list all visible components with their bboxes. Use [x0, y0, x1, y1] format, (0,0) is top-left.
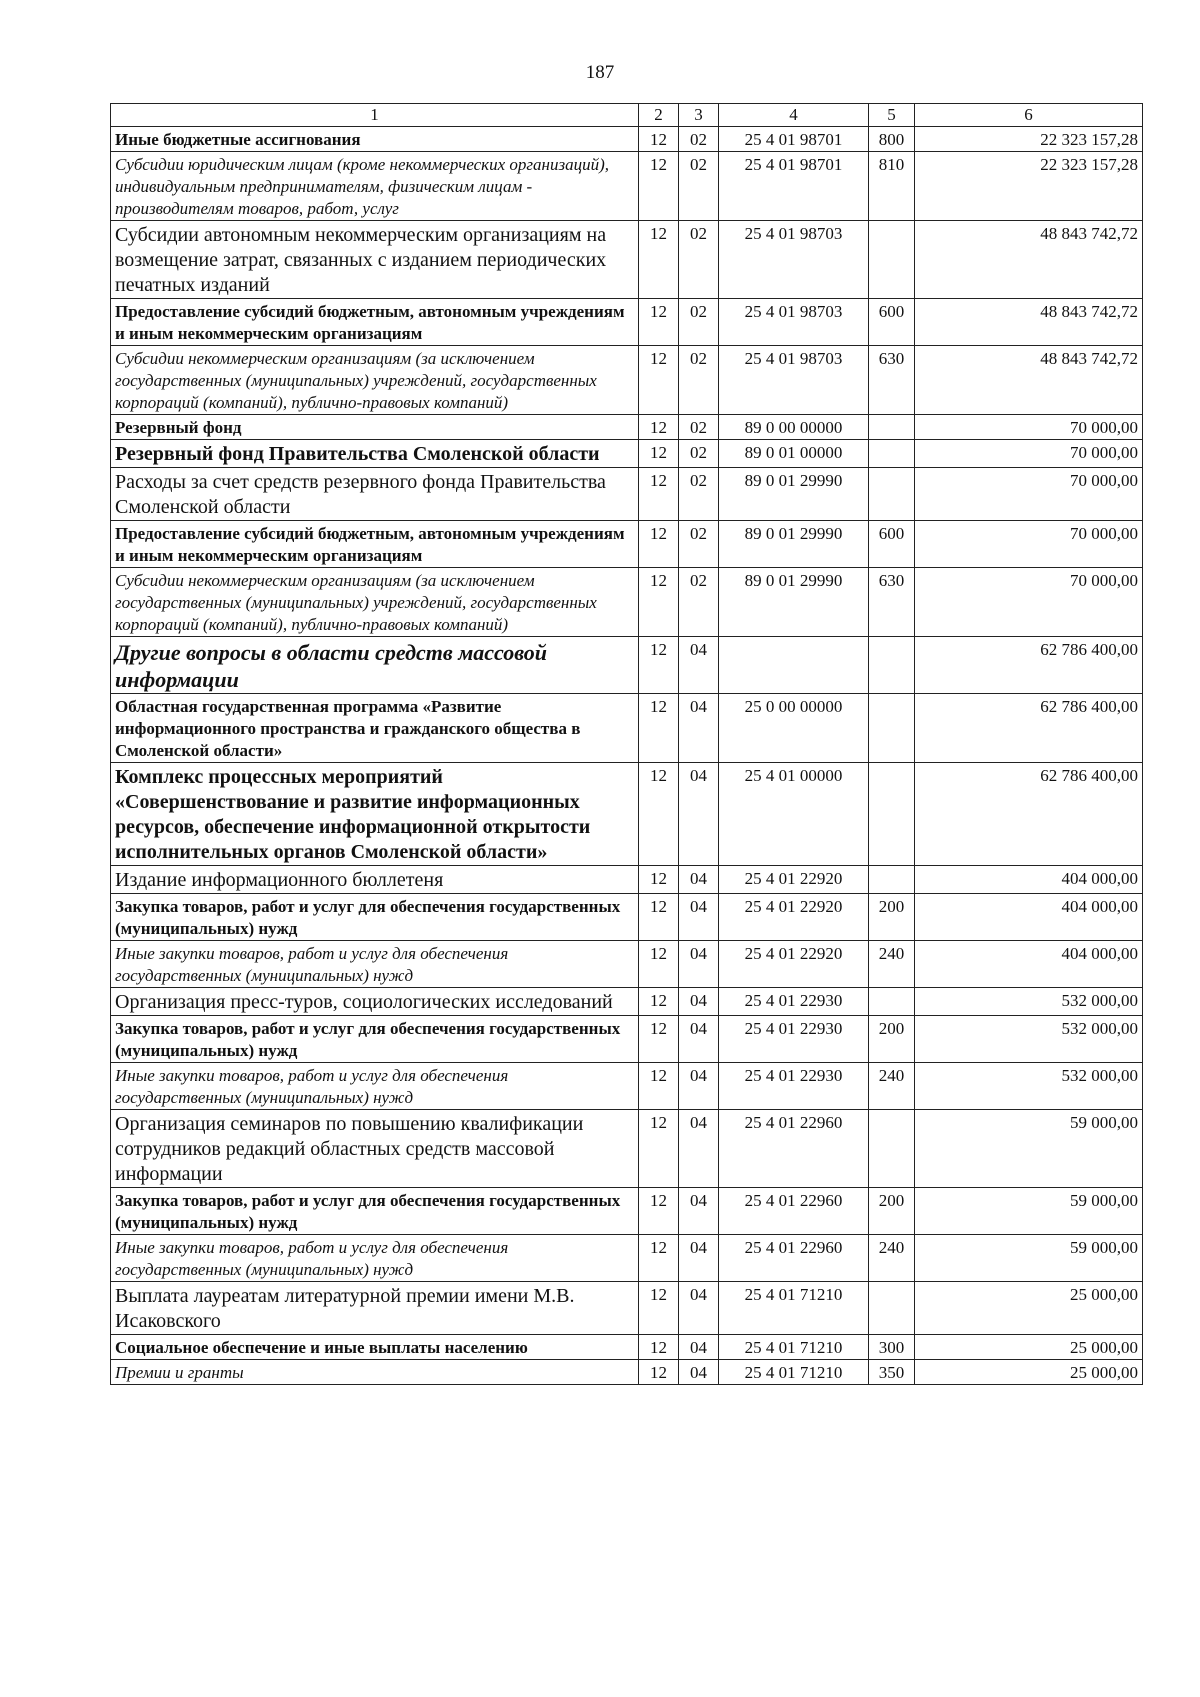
row-subsection: 04	[679, 1063, 719, 1110]
row-name: Социальное обеспечение и иные выплаты населению	[111, 1335, 639, 1360]
row-subsection: 04	[679, 988, 719, 1016]
row-name: Издание информационного бюллетеня	[111, 866, 639, 894]
header-col-3: 3	[679, 104, 719, 127]
row-target-code: 25 4 01 22930	[719, 1063, 869, 1110]
table-row	[111, 152, 1143, 221]
row-target-code: 89 0 01 00000	[719, 440, 869, 468]
table-row	[111, 221, 1143, 299]
row-expense-type	[869, 866, 915, 894]
table-row	[111, 1016, 1143, 1063]
row-amount: 62 786 400,00	[915, 637, 1143, 694]
row-amount: 70 000,00	[915, 521, 1143, 568]
row-amount: 404 000,00	[915, 894, 1143, 941]
row-expense-type: 350	[869, 1360, 915, 1385]
row-name: Областная государственная программа «Развитие информационного пространства и гражданского общества в Смоленской области»	[111, 694, 639, 763]
row-target-code: 25 4 01 00000	[719, 763, 869, 866]
row-name: Субсидии автономным некоммерческим организациям на возмещение затрат, связанных с изданием периодических печатных изданий	[111, 221, 639, 299]
row-target-code: 89 0 01 29990	[719, 468, 869, 521]
header-col-5: 5	[869, 104, 915, 127]
table-row	[111, 521, 1143, 568]
row-amount: 59 000,00	[915, 1110, 1143, 1188]
row-subsection: 04	[679, 1335, 719, 1360]
row-target-code: 25 4 01 71210	[719, 1335, 869, 1360]
row-subsection: 04	[679, 694, 719, 763]
table-row	[111, 1282, 1143, 1335]
table-row	[111, 1188, 1143, 1235]
row-target-code: 25 4 01 98703	[719, 221, 869, 299]
table-row	[111, 568, 1143, 637]
row-target-code: 25 4 01 22920	[719, 866, 869, 894]
row-section: 12	[639, 127, 679, 152]
row-name: Иные закупки товаров, работ и услуг для обеспечения государственных (муниципальных) нужд	[111, 1063, 639, 1110]
row-target-code: 25 4 01 98703	[719, 299, 869, 346]
row-expense-type: 240	[869, 941, 915, 988]
row-amount: 48 843 742,72	[915, 221, 1143, 299]
row-amount: 70 000,00	[915, 568, 1143, 637]
row-name: Комплекс процессных мероприятий «Совершенствование и развитие информационных ресурсов, обеспечение информационной открытости исполнительных органов Смоленской области»	[111, 763, 639, 866]
row-subsection: 04	[679, 1235, 719, 1282]
row-name: Предоставление субсидий бюджетным, автономным учреждениям и иным некоммерческим организациям	[111, 521, 639, 568]
row-expense-type	[869, 637, 915, 694]
table-row	[111, 440, 1143, 468]
row-name: Субсидии юридическим лицам (кроме некоммерческих организаций), индивидуальным предпринимателям, физическим лицам - производителям товаров, работ, услуг	[111, 152, 639, 221]
row-name: Субсидии некоммерческим организациям (за исключением государственных (муниципальных) учреждений, государственных корпораций (компаний), публично-правовых компаний)	[111, 346, 639, 415]
row-subsection: 04	[679, 1360, 719, 1385]
row-expense-type: 630	[869, 346, 915, 415]
header-col-6: 6	[915, 104, 1143, 127]
row-section: 12	[639, 440, 679, 468]
row-name: Субсидии некоммерческим организациям (за исключением государственных (муниципальных) учреждений, государственных корпораций (компаний), публично-правовых компаний)	[111, 568, 639, 637]
table-row	[111, 694, 1143, 763]
row-expense-type	[869, 1110, 915, 1188]
table-row	[111, 346, 1143, 415]
row-subsection: 02	[679, 127, 719, 152]
row-section: 12	[639, 1235, 679, 1282]
row-section: 12	[639, 894, 679, 941]
row-expense-type	[869, 468, 915, 521]
row-target-code: 25 4 01 98703	[719, 346, 869, 415]
row-subsection: 02	[679, 415, 719, 440]
row-target-code: 89 0 01 29990	[719, 521, 869, 568]
row-amount: 25 000,00	[915, 1335, 1143, 1360]
row-expense-type: 600	[869, 521, 915, 568]
row-expense-type: 800	[869, 127, 915, 152]
row-section: 12	[639, 941, 679, 988]
row-amount: 70 000,00	[915, 468, 1143, 521]
row-section: 12	[639, 521, 679, 568]
row-target-code: 89 0 01 29990	[719, 568, 869, 637]
row-section: 12	[639, 866, 679, 894]
row-amount: 70 000,00	[915, 440, 1143, 468]
row-section: 12	[639, 1188, 679, 1235]
budget-table	[110, 103, 1143, 1385]
row-section: 12	[639, 1063, 679, 1110]
budget-table-body	[111, 104, 1143, 1385]
row-amount: 532 000,00	[915, 988, 1143, 1016]
row-amount: 22 323 157,28	[915, 152, 1143, 221]
row-expense-type: 200	[869, 1188, 915, 1235]
row-name: Расходы за счет средств резервного фонда Правительства Смоленской области	[111, 468, 639, 521]
page-number: 187	[585, 62, 615, 83]
row-expense-type: 200	[869, 1016, 915, 1063]
row-amount: 62 786 400,00	[915, 694, 1143, 763]
header-col-1: 1	[111, 104, 639, 127]
row-subsection: 02	[679, 521, 719, 568]
table-row	[111, 637, 1143, 694]
row-name: Выплата лауреатам литературной премии имени М.В. Исаковского	[111, 1282, 639, 1335]
row-name: Закупка товаров, работ и услуг для обеспечения государственных (муниципальных) нужд	[111, 894, 639, 941]
row-section: 12	[639, 468, 679, 521]
row-section: 12	[639, 1360, 679, 1385]
row-target-code: 25 4 01 71210	[719, 1282, 869, 1335]
table-row	[111, 1360, 1143, 1385]
row-subsection: 04	[679, 894, 719, 941]
row-name: Премии и гранты	[111, 1360, 639, 1385]
row-target-code: 25 4 01 22930	[719, 988, 869, 1016]
row-section: 12	[639, 1335, 679, 1360]
row-expense-type	[869, 221, 915, 299]
row-name: Организация семинаров по повышению квалификации сотрудников редакций областных средств массовой информации	[111, 1110, 639, 1188]
row-section: 12	[639, 568, 679, 637]
table-row	[111, 415, 1143, 440]
row-name: Другие вопросы в области средств массовой информации	[111, 637, 639, 694]
row-subsection: 04	[679, 1188, 719, 1235]
row-amount: 404 000,00	[915, 866, 1143, 894]
table-row	[111, 299, 1143, 346]
header-row	[111, 104, 1143, 127]
row-name: Организация пресс-туров, социологических исследований	[111, 988, 639, 1016]
row-name: Резервный фонд Правительства Смоленской области	[111, 440, 639, 468]
table-row	[111, 1063, 1143, 1110]
row-section: 12	[639, 299, 679, 346]
row-amount: 22 323 157,28	[915, 127, 1143, 152]
row-name: Иные закупки товаров, работ и услуг для обеспечения государственных (муниципальных) нужд	[111, 941, 639, 988]
row-name: Закупка товаров, работ и услуг для обеспечения государственных (муниципальных) нужд	[111, 1016, 639, 1063]
row-section: 12	[639, 1016, 679, 1063]
row-amount: 59 000,00	[915, 1235, 1143, 1282]
row-subsection: 04	[679, 763, 719, 866]
row-subsection: 04	[679, 637, 719, 694]
row-target-code: 25 4 01 71210	[719, 1360, 869, 1385]
row-subsection: 02	[679, 568, 719, 637]
row-subsection: 02	[679, 152, 719, 221]
row-amount: 59 000,00	[915, 1188, 1143, 1235]
table-row	[111, 866, 1143, 894]
row-subsection: 02	[679, 221, 719, 299]
row-section: 12	[639, 1282, 679, 1335]
row-subsection: 04	[679, 1110, 719, 1188]
row-name: Закупка товаров, работ и услуг для обеспечения государственных (муниципальных) нужд	[111, 1188, 639, 1235]
row-expense-type	[869, 763, 915, 866]
row-name: Предоставление субсидий бюджетным, автономным учреждениям и иным некоммерческим организациям	[111, 299, 639, 346]
row-section: 12	[639, 763, 679, 866]
row-amount: 62 786 400,00	[915, 763, 1143, 866]
row-expense-type: 200	[869, 894, 915, 941]
row-target-code: 25 4 01 98701	[719, 127, 869, 152]
row-subsection: 04	[679, 1016, 719, 1063]
row-expense-type: 810	[869, 152, 915, 221]
table-row	[111, 988, 1143, 1016]
row-target-code: 89 0 00 00000	[719, 415, 869, 440]
row-target-code	[719, 637, 869, 694]
row-expense-type: 240	[869, 1235, 915, 1282]
row-subsection: 02	[679, 468, 719, 521]
table-row	[111, 127, 1143, 152]
row-subsection: 02	[679, 346, 719, 415]
row-amount: 70 000,00	[915, 415, 1143, 440]
table-row	[111, 941, 1143, 988]
table-row	[111, 763, 1143, 866]
row-name: Резервный фонд	[111, 415, 639, 440]
row-section: 12	[639, 1110, 679, 1188]
header-col-2: 2	[639, 104, 679, 127]
row-expense-type	[869, 988, 915, 1016]
row-expense-type	[869, 415, 915, 440]
row-amount: 404 000,00	[915, 941, 1143, 988]
row-expense-type	[869, 1282, 915, 1335]
row-target-code: 25 4 01 22960	[719, 1188, 869, 1235]
table-row	[111, 894, 1143, 941]
row-subsection: 04	[679, 866, 719, 894]
row-expense-type: 240	[869, 1063, 915, 1110]
row-expense-type: 630	[869, 568, 915, 637]
row-subsection: 02	[679, 299, 719, 346]
row-target-code: 25 4 01 22960	[719, 1110, 869, 1188]
row-amount: 25 000,00	[915, 1282, 1143, 1335]
row-name: Иные бюджетные ассигнования	[111, 127, 639, 152]
row-section: 12	[639, 988, 679, 1016]
row-amount: 532 000,00	[915, 1063, 1143, 1110]
row-expense-type	[869, 694, 915, 763]
row-expense-type	[869, 440, 915, 468]
row-subsection: 04	[679, 1282, 719, 1335]
row-section: 12	[639, 346, 679, 415]
row-target-code: 25 4 01 22930	[719, 1016, 869, 1063]
row-section: 12	[639, 415, 679, 440]
row-expense-type: 600	[869, 299, 915, 346]
row-target-code: 25 0 00 00000	[719, 694, 869, 763]
row-amount: 48 843 742,72	[915, 299, 1143, 346]
row-section: 12	[639, 637, 679, 694]
table-row	[111, 468, 1143, 521]
row-section: 12	[639, 152, 679, 221]
row-amount: 48 843 742,72	[915, 346, 1143, 415]
table-row	[111, 1110, 1143, 1188]
row-subsection: 04	[679, 941, 719, 988]
header-col-4: 4	[719, 104, 869, 127]
row-target-code: 25 4 01 98701	[719, 152, 869, 221]
row-amount: 532 000,00	[915, 1016, 1143, 1063]
row-amount: 25 000,00	[915, 1360, 1143, 1385]
row-target-code: 25 4 01 22960	[719, 1235, 869, 1282]
table-row	[111, 1235, 1143, 1282]
row-name: Иные закупки товаров, работ и услуг для обеспечения государственных (муниципальных) нужд	[111, 1235, 639, 1282]
row-section: 12	[639, 694, 679, 763]
row-target-code: 25 4 01 22920	[719, 894, 869, 941]
row-expense-type: 300	[869, 1335, 915, 1360]
row-section: 12	[639, 221, 679, 299]
table-row	[111, 1335, 1143, 1360]
row-subsection: 02	[679, 440, 719, 468]
row-target-code: 25 4 01 22920	[719, 941, 869, 988]
